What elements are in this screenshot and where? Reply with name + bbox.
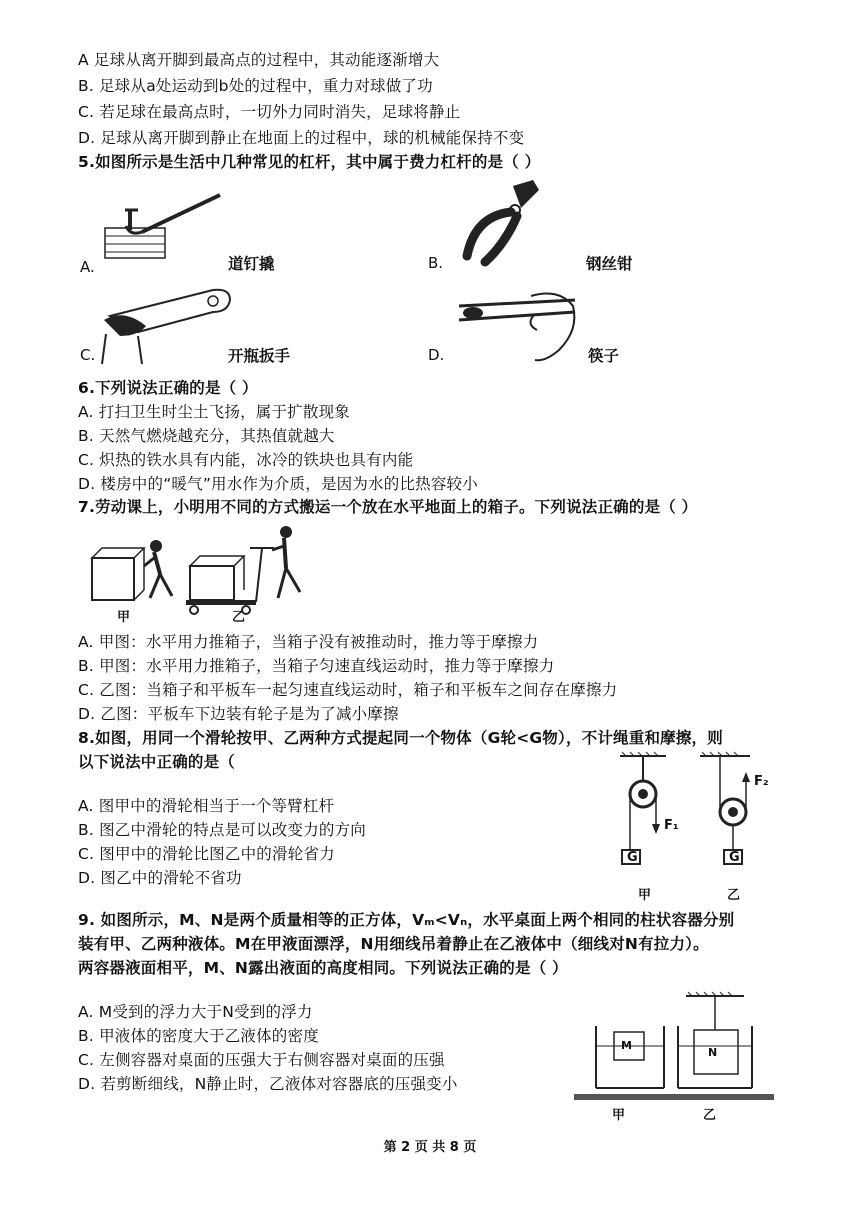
containers-figure [574, 990, 774, 1110]
q4-option-c: C. 若足球在最高点时，一切外力同时消失，足球将静止 [78, 103, 461, 121]
q8-option-d: D. 图乙中的滑轮不省功 [78, 869, 242, 887]
box-pushing-figure [90, 518, 310, 618]
q9-cube-m-label: M [621, 1039, 632, 1052]
q8-weight-left: G [627, 850, 638, 865]
q5-option-c-letter: C. [80, 346, 96, 364]
pliers-icon [455, 176, 545, 266]
q4-option-d: D. 足球从离开脚到静止在地面上的过程中，球的机械能保持不变 [78, 129, 525, 147]
q5-option-b-caption: 钢丝钳 [586, 255, 633, 273]
q9-stem-line2: 装有甲、乙两种液体。M在甲液面漂浮，N用细线吊着静止在乙液体中（细线对N有拉力）。 [78, 935, 709, 953]
q8-label-left: 甲 [638, 888, 652, 903]
q9-option-d: D. 若剪断细线，N静止时，乙液体对容器底的压强变小 [78, 1075, 458, 1093]
q8-weight-right: G [729, 850, 740, 865]
chopsticks-icon [455, 290, 585, 370]
q7-option-b: B. 甲图：水平用力推箱子，当箱子匀速直线运动时，推力等于摩擦力 [78, 657, 555, 675]
q6-option-d: D. 楼房中的“暖气”用水作为介质，是因为水的比热容较小 [78, 475, 478, 493]
q7-option-c: C. 乙图：当箱子和平板车一起匀速直线运动时，箱子和平板车之间存在摩擦力 [78, 681, 618, 699]
q5-option-d-letter: D. [428, 346, 445, 364]
q6-option-c: C. 炽热的铁水具有内能，冰冷的铁块也具有内能 [78, 451, 414, 469]
q8-stem-line1: 8.如图，用同一个滑轮按甲、乙两种方式提起同一个物体（G轮<G物），不计绳重和摩擦，则 [78, 729, 723, 747]
q5-option-a-caption: 道钉撬 [228, 255, 275, 273]
q7-stem: 7.劳动课上，小明用不同的方式搬运一个放在水平地面上的箱子。下列说法正确的是（ ） [78, 498, 698, 516]
q9-label-left: 甲 [612, 1108, 626, 1123]
q5-option-d-caption: 筷子 [588, 347, 620, 365]
crowbar-icon [100, 190, 230, 270]
q8-force2-label: F₂ [754, 774, 769, 789]
bottle-opener-icon [98, 286, 238, 366]
q5-stem: 5.如图所示是生活中几种常见的杠杆，其中属于费力杠杆的是（ ） [78, 153, 541, 171]
q8-force1-label: F₁ [664, 818, 679, 833]
q9-option-c: C. 左侧容器对桌面的压强大于右侧容器对桌面的压强 [78, 1051, 445, 1069]
q8-option-a: A. 图甲中的滑轮相当于一个等臂杠杆 [78, 797, 335, 815]
q8-option-b: B. 图乙中滑轮的特点是可以改变力的方向 [78, 821, 366, 839]
q9-stem-line3: 两容器液面相平，M、N露出液面的高度相同。下列说法正确的是（ ） [78, 959, 568, 977]
q9-cube-n-label: N [708, 1046, 718, 1059]
q6-option-b: B. 天然气燃烧越充分，其热值就越大 [78, 427, 335, 445]
q5-option-c-caption: 开瓶扳手 [228, 347, 291, 365]
q5-option-a-letter: A. [80, 258, 95, 276]
page-footer: 第 2 页 共 8 页 [383, 1140, 477, 1155]
q6-option-a: A. 打扫卫生时尘土飞扬，属于扩散现象 [78, 403, 350, 421]
q6-stem: 6.下列说法正确的是（ ） [78, 379, 258, 397]
q9-stem-line1: 9. 如图所示，M、N是两个质量相等的正方体，Vₘ<Vₙ，水平桌面上两个相同的柱状容器分别 [78, 911, 735, 929]
q7-option-d: D. 乙图：平板车下边装有轮子是为了减小摩擦 [78, 705, 399, 723]
q9-label-right: 乙 [703, 1108, 717, 1123]
q9-option-a: A. M受到的浮力大于N受到的浮力 [78, 1003, 313, 1021]
q9-option-b: B. 甲液体的密度大于乙液体的密度 [78, 1027, 319, 1045]
q8-option-c: C. 图甲中的滑轮比图乙中的滑轮省力 [78, 845, 335, 863]
q7-label-right: 乙 [232, 610, 246, 625]
q5-option-b-letter: B. [428, 254, 444, 272]
q8-label-right: 乙 [727, 888, 741, 903]
q4-option-a: A 足球从离开脚到最高点的过程中，其动能逐渐增大 [78, 51, 440, 69]
q7-option-a: A. 甲图：水平用力推箱子，当箱子没有被推动时，推力等于摩擦力 [78, 633, 539, 651]
q8-stem-line2: 以下说法中正确的是（ [78, 753, 236, 771]
q7-label-left: 甲 [117, 610, 131, 625]
q4-option-b: B. 足球从a处运动到b处的过程中，重力对球做了功 [78, 77, 433, 95]
